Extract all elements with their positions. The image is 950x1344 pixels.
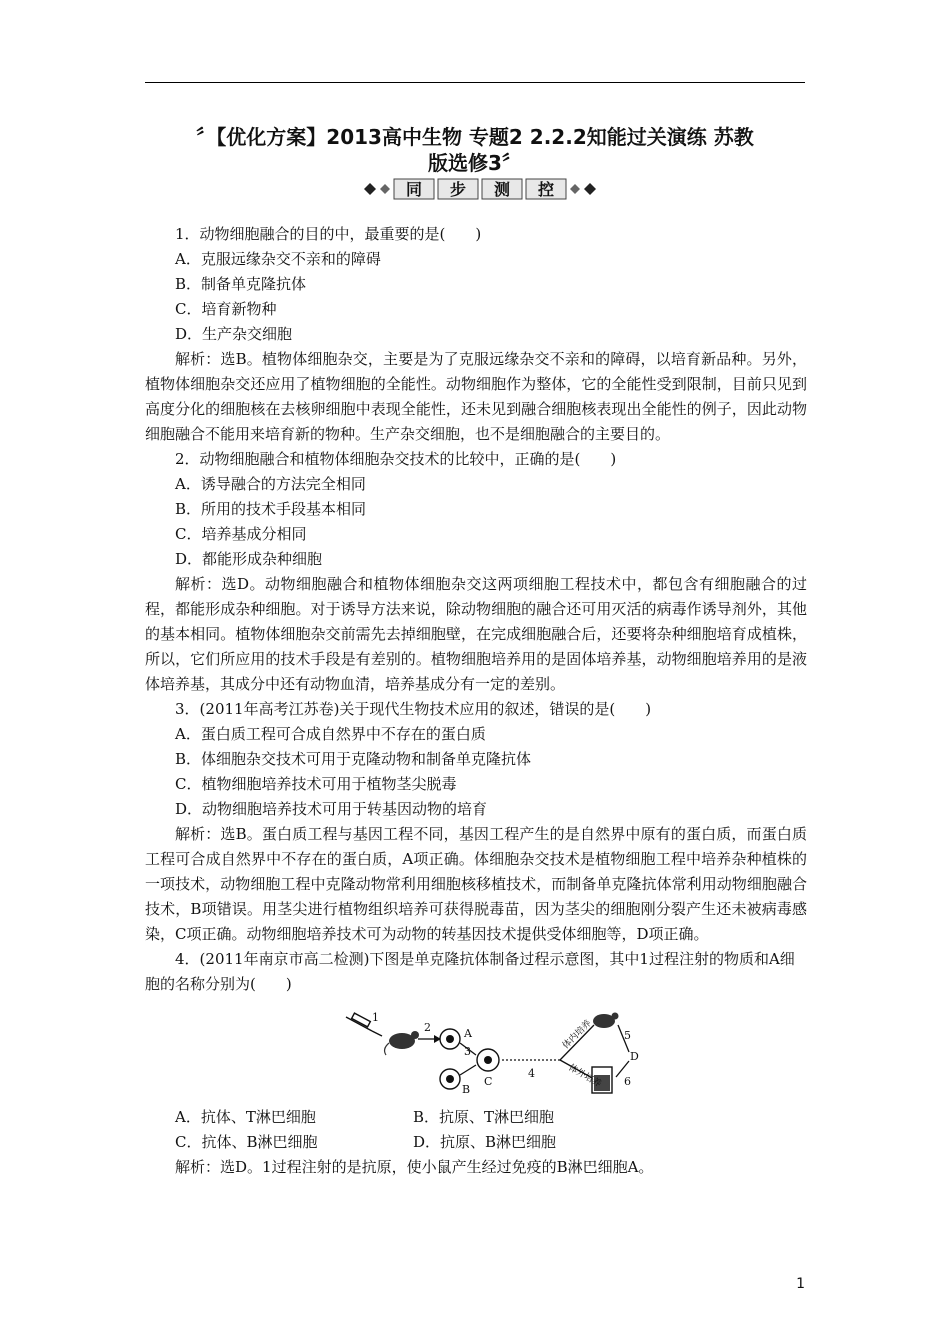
banner-char-4: 控 <box>537 180 555 199</box>
question-4-option-c: C．抗体、B淋巴细胞 <box>175 1133 318 1151</box>
title-line-2: 版选修3〞 <box>428 151 522 175</box>
page-title <box>145 124 805 176</box>
question-2-explanation: 解析：选D。动物细胞融合和植物体细胞杂交这两项细胞工程技术中，都包含有细胞融合的过程，都能形成杂种细胞。对于诱导方法来说，除动物细胞的融合还可用灭活的病毒作诱导剂外，其他的基本相同。植物体细胞杂交前需先去掉细胞壁，在完成细胞融合后，还要将杂种细胞培育成植株，所以，它们所应用的技术手段是有差别的。植物细胞培养用的是固体培养基，动物细胞培养用的是液体培养基，其成分中还有动物血清，培养基成分有一定的差别。 <box>145 575 807 693</box>
diagram-step-4: 4 <box>528 1067 535 1080</box>
question-3-option-d: D．动物细胞培养技术可用于转基因动物的培育 <box>175 800 488 818</box>
banner-char-2: 步 <box>449 180 467 199</box>
banner-char-1: 同 <box>405 180 423 199</box>
question-1-option-c: C．培育新物种 <box>175 300 277 318</box>
question-2-stem: 2．动物细胞融合和植物体细胞杂交技术的比较中，正确的是( ) <box>175 450 617 468</box>
question-2-option-a: A．诱导融合的方法完全相同 <box>175 475 366 493</box>
question-4-options <box>145 1105 807 1155</box>
question-4-stem: 4．(2011年南京市高二检测)下图是单克隆抗体制备过程示意图，其中1过程注射的物质和A细胞的名称分别为( ) <box>145 950 795 993</box>
diagram-step-5: 5 <box>624 1029 631 1042</box>
header-rule <box>145 82 805 83</box>
question-1-explanation: 解析：选B。植物体细胞杂交，主要是为了克服远缘杂交不亲和的障碍，以培育新品种。另外，植物体细胞杂交还应用了植物细胞的全能性。动物细胞作为整体，它的全能性受到限制，目前只见到高度分化的细胞核在去核卵细胞中表现全能性，还未见到融合细胞核表现出全能性的例子，因此动物细胞融合不能用来培育新的物种。生产杂交细胞，也不是细胞融合的主要目的。 <box>145 350 807 443</box>
document-body <box>145 222 807 1180</box>
banner-char-3: 测 <box>493 180 511 199</box>
question-2-option-d: D．都能形成杂种细胞 <box>175 550 323 568</box>
diagram-step-6: 6 <box>624 1075 631 1088</box>
question-4-option-a: A．抗体、T淋巴细胞 <box>175 1108 316 1126</box>
question-2-option-c: C．培养基成分相同 <box>175 525 307 543</box>
mouse-icon-2 <box>593 1013 619 1029</box>
question-1-option-a: A．克服远缘杂交不亲和的障碍 <box>175 250 381 268</box>
question-1-stem: 1．动物细胞融合的目的中，最重要的是( ) <box>175 225 482 243</box>
diagram-step-2: 2 <box>424 1021 431 1034</box>
question-3-explanation: 解析：选B。蛋白质工程与基因工程不同，基因工程产生的是自然界中原有的蛋白质，而蛋白质工程可合成自然界中不存在的蛋白质，A项正确。体细胞杂交技术是植物细胞工程中培养杂种植株的一项技术，动物细胞工程中克隆动物常利用细胞核移植技术，而制备单克隆抗体常利用动物细胞融合技术，B项错误。用茎尖进行植物组织培养可获得脱毒苗，因为茎尖的细胞刚分裂产生还未被病毒感染，C项正确。动物细胞培养技术可为动物的转基因技术提供受体细胞等，D项正确。 <box>145 825 807 943</box>
diagram-step-1: 1 <box>372 1011 379 1024</box>
question-1-option-b: B．制备单克隆抗体 <box>175 275 307 293</box>
question-4-option-b: B．抗原、T淋巴细胞 <box>413 1108 555 1126</box>
question-3-option-c: C．植物细胞培养技术可用于植物茎尖脱毒 <box>175 775 457 793</box>
title-line-1: 〞【优化方案】2013高中生物 专题2 2.2.2知能过关演练 苏教 <box>196 125 754 149</box>
cell-a <box>440 1029 460 1049</box>
diagram-branch-lower: 体外培养 <box>566 1062 603 1090</box>
question-4-explanation: 解析：选D。1过程注射的是抗原，使小鼠产生经过免疫的B淋巴细胞A。 <box>175 1158 654 1176</box>
section-banner <box>360 176 600 202</box>
page-number: 1 <box>796 1276 805 1292</box>
question-1-option-d: D．生产杂交细胞 <box>175 325 293 343</box>
question-3-option-a: A．蛋白质工程可合成自然界中不存在的蛋白质 <box>175 725 486 743</box>
question-2-option-b: B．所用的技术手段基本相同 <box>175 500 367 518</box>
diagram-cell-d-label: D <box>630 1050 639 1063</box>
mouse-icon <box>385 1031 419 1055</box>
diagram-cell-a-label: A <box>464 1027 472 1040</box>
diagram-cell-b-label: B <box>462 1083 471 1096</box>
monoclonal-antibody-diagram <box>342 1005 642 1097</box>
question-3-option-b: B．体细胞杂交技术可用于克隆动物和制备单克隆抗体 <box>175 750 532 768</box>
cell-c <box>477 1049 499 1071</box>
question-4-option-d: D．抗原、B淋巴细胞 <box>413 1133 557 1151</box>
diagram-step-3: 3 <box>464 1045 471 1058</box>
diagram-cell-c-label: C <box>484 1075 493 1088</box>
question-3-stem: 3．(2011年高考江苏卷)关于现代生物技术应用的叙述，错误的是( ) <box>175 700 652 718</box>
cell-b <box>440 1069 460 1089</box>
diagram-branch-upper: 体内培养 <box>561 1018 594 1052</box>
